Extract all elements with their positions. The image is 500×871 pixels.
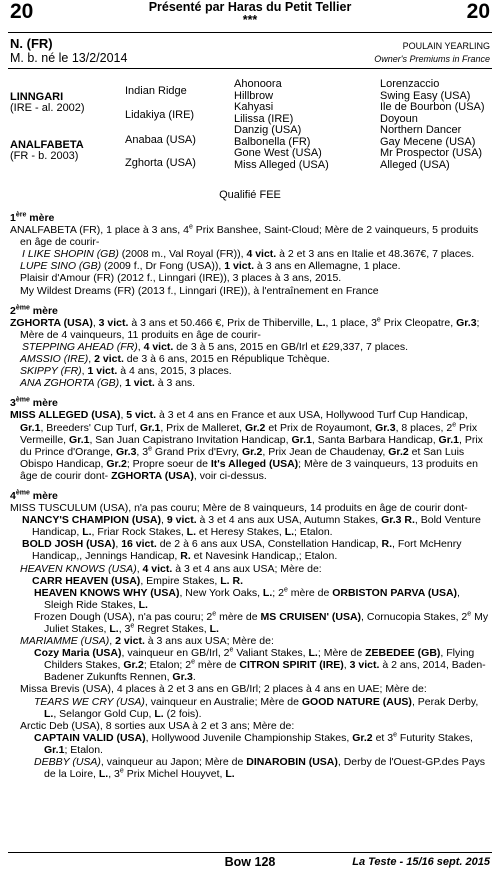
produce-entry: My Wildest Dreams (FR) (2013 f., Linngari (IRE)), à l'entraînement en France xyxy=(20,284,379,297)
section-title-fourth-dam: 4ème mère xyxy=(10,489,58,502)
section-title-second-dam: 2ème mère xyxy=(10,304,58,317)
dam-name: ANALFABETA xyxy=(10,139,84,151)
pedigree-gen4: Mr Prospector (USA) xyxy=(380,147,483,159)
pedigree-gen3: Miss Alleged (USA) xyxy=(234,158,329,171)
pedigree-gen3: Danzig (USA) xyxy=(234,124,302,136)
produce-entry: I LIKE SHOPIN (GB) (2008 m., Val Royal (FR)), 4 vict. à 2 et 3 ans en Italie et 48.367€, 7 places. xyxy=(22,248,475,261)
header-stars: *** xyxy=(242,13,258,27)
pedigree-gen3: Hillbrow xyxy=(234,89,274,102)
produce-entry: NANCY'S CHAMPION (USA), 9 vict. à 3 et 4 ans aux USA, Autumn Stakes, Gr.3 R., Bold Venture Handicap, L., Friar Rock Stakes, L. et Heresy Stakes, L.; Etalon. xyxy=(22,514,481,539)
section-title-third-dam: 3ème mère xyxy=(10,396,58,410)
pedigree-rule xyxy=(8,68,492,69)
owner-premiums-note: Owner's Premiums in France xyxy=(374,54,490,64)
lot-number-right: 20 xyxy=(466,0,490,23)
pedigree-gen4: Gay Mecene (USA) xyxy=(380,135,476,148)
produce-entry: HEAVEN KNOWS WHY (USA), New York Oaks, L.; 2e mère de ORBISTON PARVA (USA), Sleigh Ride Stakes, L. xyxy=(34,586,460,611)
pedigree-gen3: Ahonoora xyxy=(234,78,282,90)
horse-category: POULAIN YEARLING xyxy=(402,41,490,51)
produce-entry: CAPTAIN VALID (USA), Hollywood Juvenile Championship Stakes, Gr.2 et 3e Futurity Stakes, Gr.1; Etalon. xyxy=(34,731,473,756)
produce-entry: CARR HEAVEN (USA), Empire Stakes, L. R. xyxy=(32,574,244,587)
section-title-first-dam: 1ère mère xyxy=(10,211,55,224)
pedigree-gen4: Alleged (USA) xyxy=(380,158,450,171)
header-title xyxy=(0,1,500,27)
pedigree-gen3: Gone West (USA) xyxy=(234,147,322,159)
produce-entry: Arctic Deb (USA), 8 sorties aux USA à 2 et 3 ans; Mère de: xyxy=(20,719,295,732)
pedigree-gen2: Anabaa (USA) xyxy=(125,134,196,146)
produce-entry: Plaisir d'Amour (FR) (2012 f., Linngari (IRE)), 3 places à 3 ans, 2015. xyxy=(20,272,342,285)
produce-entry: DEBBY (USA), vainqueur au Japon; Mère de DINAROBIN (USA), Derby de l'Ouest-GP.des Pays de la Loire, L., 3e Prix Michel Houyvet, L. xyxy=(34,756,485,781)
sire-info: (IRE - al. 2002) xyxy=(10,102,85,114)
produce-entry: Frozen Dough (USA), n'a pas couru; 2e mère de MS CRUISEN' (USA), Cornucopia Stakes, 2e My Juliet Stakes, L., 3e Regret Stakes, L. xyxy=(34,610,489,635)
horse-birth: M. b. né le 13/2/2014 xyxy=(10,51,128,65)
sale-info: La Teste - 15/16 sept. 2015 xyxy=(352,856,490,868)
first-dam-text: ANALFABETA (FR), 1 place à 3 ans, 4e Prix Banshee, Saint-Cloud; Mère de 2 vainqueurs, 5 produits en âge de courir- xyxy=(10,223,479,249)
second-dam-text: ZGHORTA (USA), 3 vict. à 3 ans et 50.466 €, Prix de Thiberville, L., 1 place, 3e Prix Cleopatre, Gr.3; Mère de 4 vainqueurs, 11 produits en âge de courir- xyxy=(10,316,480,341)
third-dam-text: MISS ALLEGED (USA), 5 vict. à 3 et 4 ans en France et aux USA, Hollywood Turf Cup Handicap, Gr.1, Breeders' Cup Turf, Gr.1, Prix de Malleret, Gr.2 et Prix de Royaumont, Gr.3, 8 places, 2e Prix Vermeille, Gr.1, San Juan Capistrano Invitation Handicap, Gr.1, Santa Barbara Handicap, Gr.1, Prix du Prince d'Orange, Gr.3, 3e Grand Prix d'Evry, Gr.2, Prix Jean de Chaudenay, Gr.2 et San Luis Obispo Handicap, Gr.2; Propre soeur de It's Alleged (USA); Mère de 3 vainqueurs, 13 produits en âge de courir dont- ZGHORTA (USA), voir ci-dessus. xyxy=(10,409,483,482)
pedigree-gen4: Northern Dancer xyxy=(380,124,462,136)
pedigree-gen4: Doyoun xyxy=(380,112,418,125)
produce-entry: TEARS WE CRY (USA), vainqueur en Australie; Mère de GOOD NATURE (AUS), Perak Derby, L., Selangor Gold Cup, L. (2 fois). xyxy=(34,695,479,720)
qualification: Qualifié FEE xyxy=(219,189,281,201)
header-rule xyxy=(8,32,492,33)
produce-entry: AMSSIO (IRE), 2 vict. de 3 à 6 ans, 2015 en République Tchèque. xyxy=(20,353,330,366)
produce-entry: LUPE SINO (GB) (2009 f., Dr Fong (USA)), 1 vict. à 3 ans en Allemagne, 1 place. xyxy=(20,260,401,273)
fourth-dam-text: MISS TUSCULUM (USA), n'a pas couru; Mère de 8 vainqueurs, 14 produits en âge de courir dont- xyxy=(10,502,468,515)
pedigree-gen4: Ile de Bourbon (USA) xyxy=(380,101,485,113)
dam-info: (FR - b. 2003) xyxy=(10,150,79,162)
bow-number: Bow 128 xyxy=(224,855,276,869)
pedigree-gen3: Balbonella (FR) xyxy=(234,135,311,148)
produce-entry: STEPPING AHEAD (FR), 4 vict. de 3 à 5 ans, 2015 en GB/Irl et £29,337, 7 places. xyxy=(22,340,409,353)
pedigree-gen4: Swing Easy (USA) xyxy=(380,89,471,102)
pedigree-gen3: Lilissa (IRE) xyxy=(234,112,294,125)
produce-entry: SKIPPY (FR), 1 vict. à 4 ans, 2015, 3 places. xyxy=(20,365,232,378)
horse-name: N. (FR) xyxy=(10,36,53,51)
produce-entry: BOLD JOSH (USA), 16 vict. de 2 à 6 ans aux USA, Constellation Handicap, R., Fort McHenry Handicap,, Jennings Handicap, R. et Navesink Handicap,; Etalon. xyxy=(22,538,462,563)
pedigree-gen3: Kahyasi xyxy=(234,101,274,113)
pedigree-gen2: Zghorta (USA) xyxy=(125,157,196,169)
pedigree-gen2: Indian Ridge xyxy=(125,85,187,97)
produce-entry: HEAVEN KNOWS (USA), 4 vict. à 3 et 4 ans aux USA; Mère de: xyxy=(20,562,322,575)
consignor-title: Présenté par Haras du Petit Tellier xyxy=(148,0,352,14)
lot-number-left: 20 xyxy=(10,0,34,23)
pedigree-gen2: Lidakiya (IRE) xyxy=(125,109,195,121)
footer-rule xyxy=(8,852,492,853)
produce-entry: Cozy Maria (USA), vainqueur en GB/Irl, 2e Valiant Stakes, L.; Mère de ZEBEDEE (GB), Flying Childers Stakes, Gr.2; Etalon; 2e mère de CITRON SPIRIT (IRE), 3 vict. à 2 ans, 2014, Baden-Badener Zukunfts Rennen, Gr.3. xyxy=(34,646,486,684)
sire-name: LINNGARI xyxy=(10,91,64,103)
pedigree-gen4: Lorenzaccio xyxy=(380,78,440,90)
produce-entry: ANA ZGHORTA (GB), 1 vict. à 3 ans. xyxy=(20,377,196,390)
produce-entry: MARIAMME (USA), 2 vict. à 3 ans aux USA; Mère de: xyxy=(20,635,274,648)
produce-entry: Missa Brevis (USA), 4 places à 2 et 3 ans en GB/Irl; 2 places à 4 ans en UAE; Mère de: xyxy=(20,683,427,696)
produce-record xyxy=(10,212,490,780)
